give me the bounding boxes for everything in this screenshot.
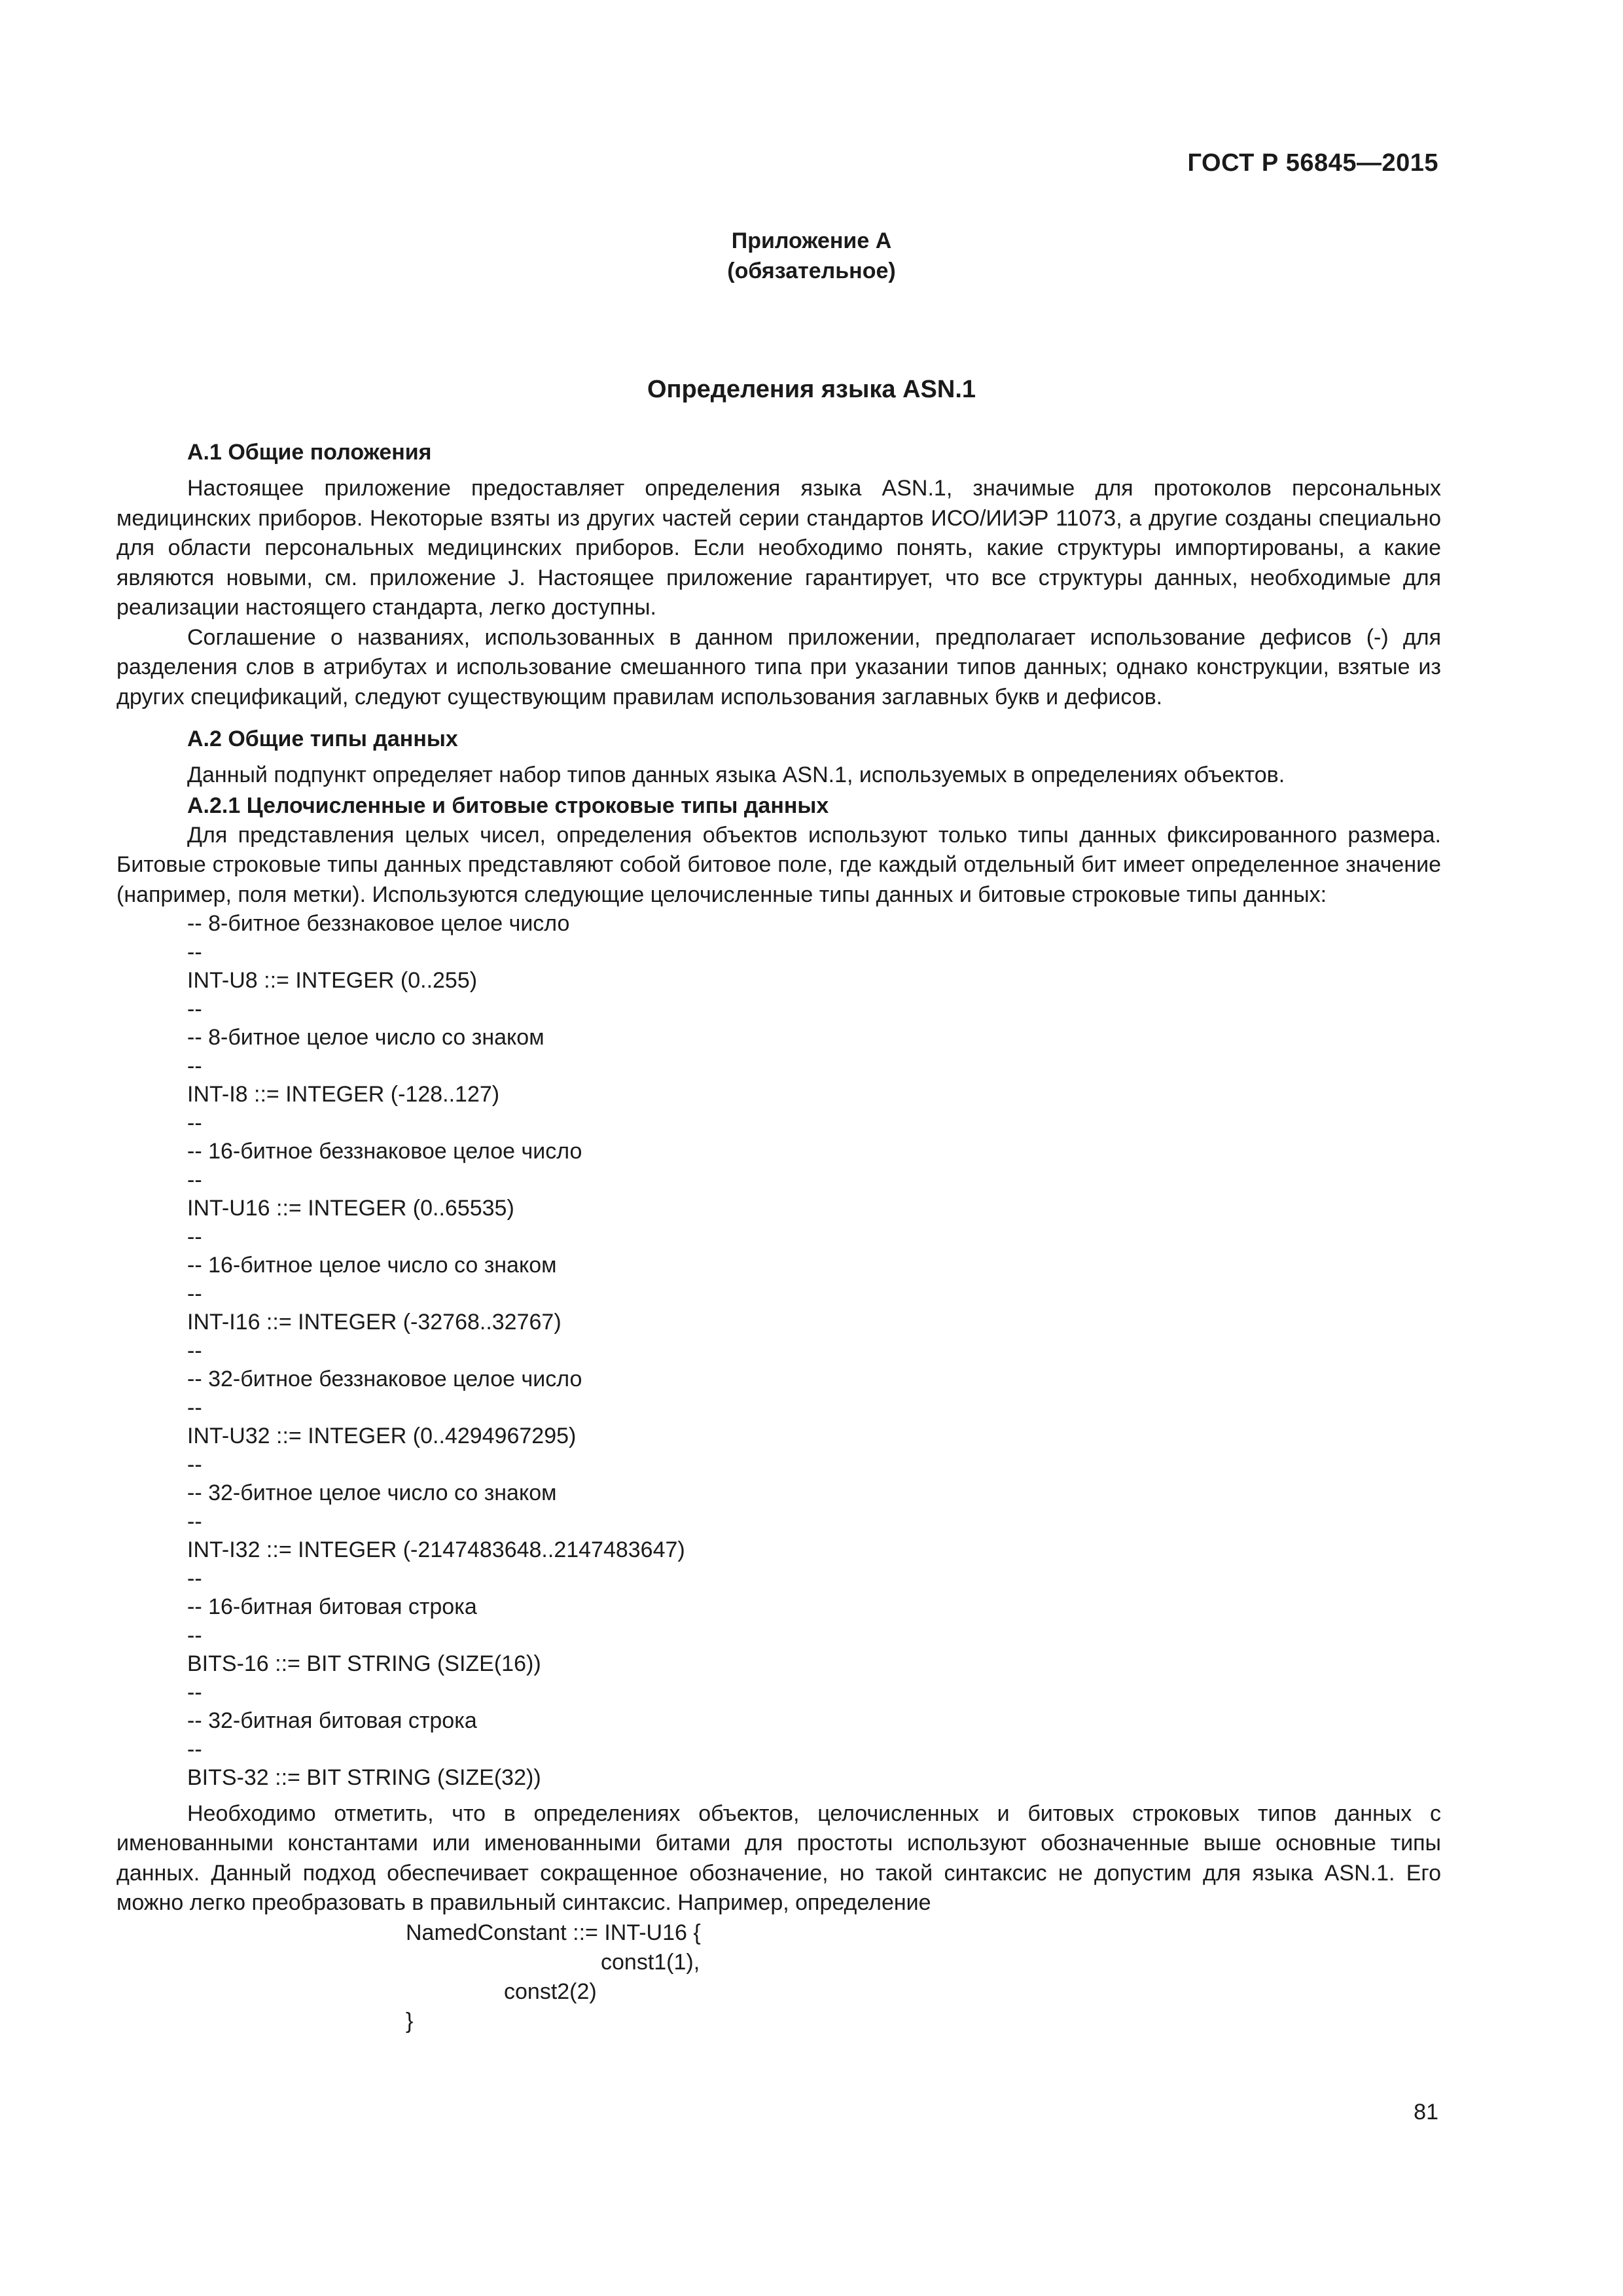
named-example-line: } <box>406 2008 414 2034</box>
code-line: INT-I16 ::= INTEGER (-32768..32767) <box>187 1310 562 1335</box>
code-line: BITS-32 ::= BIT STRING (SIZE(32)) <box>187 1765 541 1790</box>
document-body <box>116 437 1441 2036</box>
named-constant-example <box>116 1918 1441 2036</box>
code-line: BITS-16 ::= BIT STRING (SIZE(16)) <box>187 1651 541 1676</box>
code-line: -- <box>187 1053 202 1079</box>
code-line: INT-U8 ::= INTEGER (0..255) <box>187 968 478 993</box>
code-line: -- <box>187 1281 202 1306</box>
section-a1-paragraph-2: Соглашение о названиях, использованных в данном приложении, предполагает использование дефисов (-) для разделения слов в атрибутах и использование смешанного типа при указании типов данных; однако конструкции, взятые из других спецификаций, следуют существующим правилам использования заглавных букв и дефисов. <box>116 624 1441 709</box>
code-line: -- <box>187 1224 202 1249</box>
code-line: -- <box>187 939 202 965</box>
code-line: INT-U16 ::= INTEGER (0..65535) <box>187 1196 514 1221</box>
section-a21-closing-paragraph: Необходимо отметить, что в определениях объектов, целочисленных и битовых строковых типов данных с именованными константами или именованными битами для простоты используют обозначенные выше основные типы данных. Данный подход обеспечивает сокращенное обозначение, но такой синтаксис не допустим для языка ASN.1. Его можно легко преобразовать в правильный синтаксис. Например, определение <box>116 1801 1441 1915</box>
code-line: -- <box>187 996 202 1022</box>
code-line: INT-I32 ::= INTEGER (-2147483648..2147483647) <box>187 1537 685 1562</box>
code-line: -- <box>187 1679 202 1705</box>
named-example-line: const1(1), <box>601 1949 700 1975</box>
code-line: -- 16-битное целое число со знаком <box>187 1253 557 1278</box>
code-line: -- 32-битное целое число со знаком <box>187 1480 557 1505</box>
code-line: -- <box>187 1736 202 1762</box>
section-a2-paragraph: Данный подпункт определяет набор типов данных языка ASN.1, используемых в определениях объектов. <box>187 762 1285 787</box>
code-line: -- 16-битное беззнаковое целое число <box>187 1139 582 1164</box>
code-line: INT-U32 ::= INTEGER (0..4294967295) <box>187 1424 577 1448</box>
section-a21-heading: А.2.1 Целочисленные и битовые строковые типы данных <box>187 793 829 818</box>
code-line: -- 8-битное целое число со знаком <box>187 1025 544 1050</box>
code-line: -- <box>187 1338 202 1363</box>
section-a2-heading: А.2 Общие типы данных <box>187 726 458 751</box>
code-line: -- 8-битное беззнаковое целое число <box>187 911 570 936</box>
code-line: -- <box>187 1167 202 1193</box>
code-line: INT-I8 ::= INTEGER (-128..127) <box>187 1082 500 1107</box>
code-line: -- <box>187 1509 202 1534</box>
appendix-label: Приложение А <box>731 228 892 253</box>
code-line: -- <box>187 1566 202 1591</box>
code-line: -- <box>187 1110 202 1136</box>
named-example-line: const2(2) <box>504 1979 597 2004</box>
section-a21-paragraph: Для представления целых чисел, определения объектов используют только типы данных фиксированного размера. Битовые строковые типы данных представляют собой битовое поле, где каждый отдельный бит имеет определенное значение (например, поля метки). Используются следующие целочисленные типы данных и битовые строковые типы данных: <box>116 822 1441 907</box>
appendix-block <box>0 226 1623 286</box>
code-line: -- 16-битная битовая строка <box>187 1594 477 1619</box>
appendix-status: (обязательное) <box>727 259 896 283</box>
asn1-type-definitions <box>116 910 1441 1793</box>
standard-header: ГОСТ Р 56845—2015 <box>1187 149 1438 177</box>
code-line: -- <box>187 1395 202 1420</box>
page-title: Определения языка ASN.1 <box>647 376 976 403</box>
named-example-line: NamedConstant ::= INT-U16 { <box>406 1920 701 1945</box>
code-line: -- <box>187 1452 202 1477</box>
section-a1-heading: А.1 Общие положения <box>187 440 432 465</box>
code-line: -- 32-битное беззнаковое целое число <box>187 1367 582 1391</box>
page-number: 81 <box>1414 2100 1438 2125</box>
code-line: -- 32-битная битовая строка <box>187 1708 477 1733</box>
code-line: -- <box>187 1623 202 1648</box>
section-a1-paragraph-1: Настоящее приложение предоставляет определения языка ASN.1, значимые для протоколов персональных медицинских приборов. Некоторые взяты из других частей серии стандартов ИСО/ИИЭР 11073, а другие созданы специально для области персональных медицинских приборов. Если необходимо понять, какие структуры импортированы, а какие являются новыми, см. приложение J. Настоящее приложение гарантирует, что все структуры данных, необходимые для реализации настоящего стандарта, легко доступны. <box>116 476 1441 620</box>
